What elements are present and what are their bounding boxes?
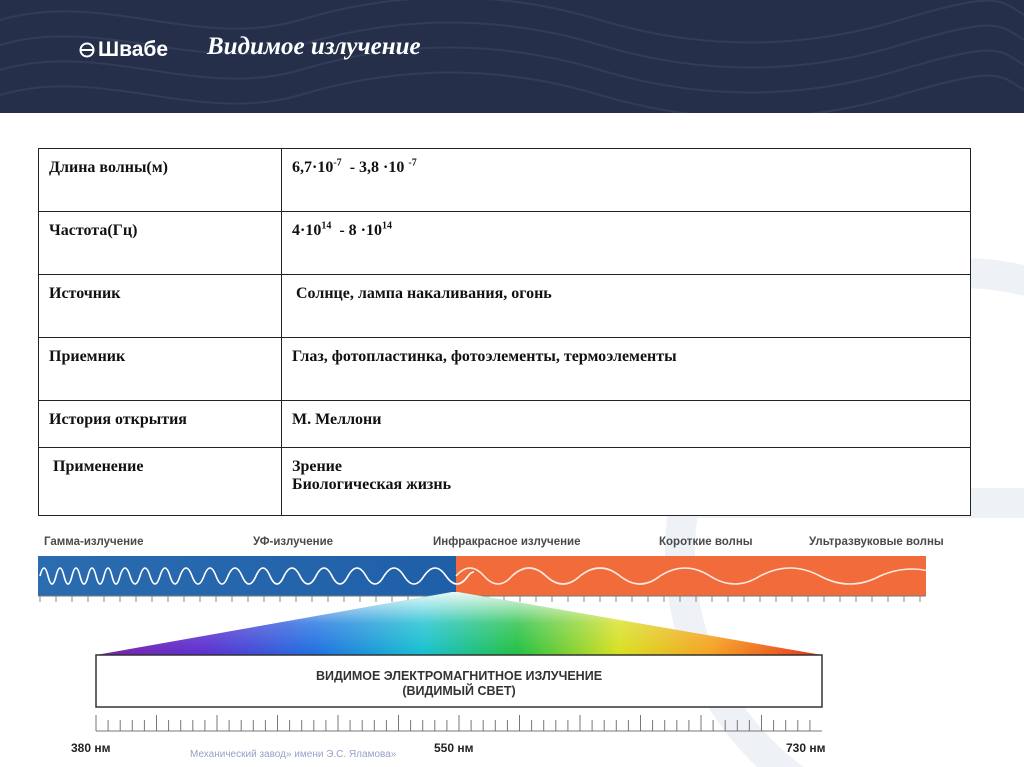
header-bar xyxy=(0,0,1024,113)
scale-label-380: 380 нм xyxy=(71,741,111,755)
table-row xyxy=(39,149,971,212)
table-row xyxy=(39,212,971,275)
band-label-ultrasonic: Ультразвуковые волны xyxy=(809,536,944,548)
logo-text: Швабе xyxy=(98,38,169,61)
row-label: Частота(Гц) xyxy=(39,212,282,275)
row-label: История открытия xyxy=(39,401,282,448)
uv-band xyxy=(38,556,456,596)
table-row xyxy=(39,448,971,516)
row-label: Длина волны(м) xyxy=(39,149,282,212)
scale-label-550: 550 нм xyxy=(434,741,474,755)
row-value: М. Меллони xyxy=(282,401,971,448)
visible-light-fan-highlight xyxy=(96,592,822,655)
row-value: Зрение Биологическая жизнь xyxy=(282,448,971,516)
table-row xyxy=(39,401,971,448)
row-value: Глаз, фотопластинка, фотоэлементы, термоэлементы xyxy=(282,338,971,401)
properties-table xyxy=(38,148,971,516)
band-label-short-waves: Короткие волны xyxy=(659,536,753,548)
band-label-ir: Инфракрасное излучение xyxy=(433,536,581,548)
nm-scale-ticks xyxy=(96,715,810,731)
row-label: Источник xyxy=(39,275,282,338)
row-label: Приемник xyxy=(39,338,282,401)
scale-label-730: 730 нм xyxy=(786,741,826,755)
footer-caption: Механический завод» имени Э.С. Яламова» xyxy=(190,749,397,760)
table-row xyxy=(39,338,971,401)
visible-light-title: ВИДИМОЕ ЭЛЕКТРОМАГНИТНОЕ ИЗЛУЧЕНИЕ xyxy=(315,669,603,683)
slide-title: Видимое излучение xyxy=(207,33,421,60)
table-row xyxy=(39,275,971,338)
logo[interactable] xyxy=(79,38,168,62)
row-label: Применение xyxy=(39,448,282,516)
row-value: Солнце, лампа накаливания, огонь xyxy=(282,275,971,338)
ir-band xyxy=(456,556,926,596)
logo-circle-icon xyxy=(79,42,95,58)
spectrum-diagram xyxy=(0,520,1024,767)
band-label-gamma: Гамма-излучение xyxy=(44,536,144,548)
band-label-uv: УФ-излучение xyxy=(253,536,334,548)
row-value: $6,7\cdot 10^{-7} - 3,8 \cdot 10$ $^{-7}$ xyxy=(282,149,971,212)
visible-light-subtitle: (ВИДИМЫЙ СВЕТ) xyxy=(402,684,516,698)
row-value: $4\cdot 10^{14} - 8 \cdot 10^{14}$ xyxy=(282,212,971,275)
